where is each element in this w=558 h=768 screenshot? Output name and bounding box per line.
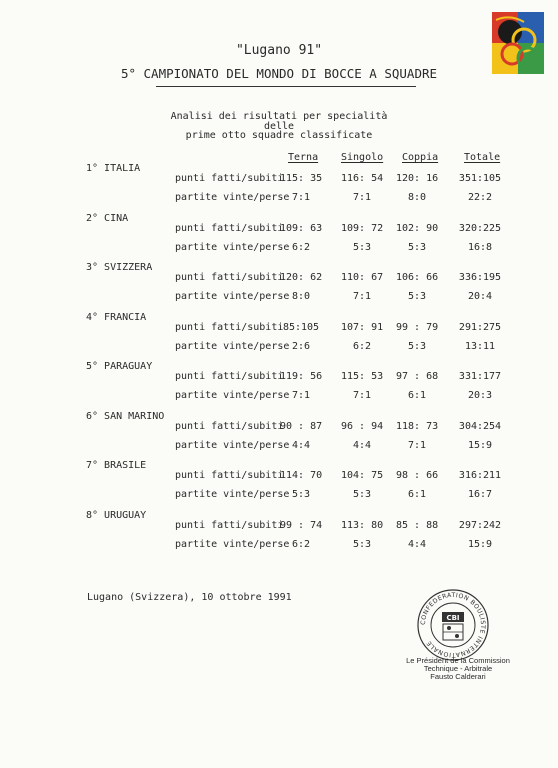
table-cell: 5:3 — [407, 291, 427, 302]
table-cell: 351:105 — [458, 173, 502, 184]
table-cell: 106: 66 — [396, 272, 439, 283]
table-cell: 5:3 — [407, 241, 427, 253]
table-cell: 336:195 — [458, 272, 502, 283]
table-cell: 98 : 66 — [396, 470, 439, 481]
column-header-singolo: Singolo — [341, 152, 384, 163]
table-cell: 2:6 — [291, 340, 311, 352]
table-cell: 85:105 — [282, 321, 320, 333]
table-cell: 99 : 79 — [396, 321, 439, 333]
row-label-games: partite vinte/perse — [175, 390, 290, 401]
team-name: 3° SVIZZERA — [86, 262, 153, 273]
table-cell: 115: 53 — [341, 371, 384, 382]
table-cell: 22:2 — [467, 192, 493, 203]
table-cell: 5:3 — [352, 538, 372, 550]
table-cell: 4:4 — [407, 538, 427, 550]
table-cell: 90 : 87 — [280, 420, 323, 432]
table-cell: 104: 75 — [341, 470, 384, 481]
table-cell: 16:8 — [467, 241, 493, 253]
signature-title-1: Le Président de la Commission — [406, 656, 510, 665]
row-label-points: punti fatti/subiti — [175, 420, 284, 432]
row-label-points: punti fatti/subiti — [175, 519, 284, 531]
row-label-games: partite vinte/perse — [175, 439, 290, 451]
table-cell: 8:0 — [407, 192, 427, 203]
column-header-terna: Terna — [288, 152, 319, 163]
svg-text:CBI: CBI — [446, 614, 460, 622]
table-cell: 316:211 — [458, 470, 502, 481]
table-cell: 120: 16 — [396, 173, 439, 184]
team-name: 1° ITALIA — [86, 163, 141, 174]
table-cell: 107: 91 — [341, 321, 384, 333]
table-cell: 109: 72 — [341, 222, 384, 234]
table-cell: 115: 35 — [280, 173, 323, 184]
table-cell: 320:225 — [458, 222, 502, 234]
table-cell: 119: 56 — [280, 371, 323, 382]
intro-line-2: delle — [263, 121, 295, 132]
table-cell: 97 : 68 — [396, 371, 439, 382]
team-name: 8° URUGUAY — [86, 509, 147, 521]
cbi-stamp — [416, 588, 490, 662]
team-name: 7° BRASILE — [86, 460, 147, 471]
row-label-points: punti fatti/subiti — [175, 272, 284, 283]
table-cell: 110: 67 — [341, 272, 384, 283]
table-cell: 13:11 — [464, 340, 496, 352]
table-cell: 6:2 — [352, 340, 372, 352]
row-label-points: punti fatti/subiti — [175, 173, 284, 184]
table-cell: 7:1 — [291, 192, 311, 203]
column-header-totale: Totale — [464, 152, 501, 163]
table-cell: 15:9 — [467, 538, 493, 550]
table-cell: 297:242 — [458, 519, 502, 531]
table-cell: 6:2 — [291, 241, 311, 253]
team-name: 2° CINA — [86, 212, 129, 224]
table-cell: 113: 80 — [341, 519, 384, 531]
table-cell: 7:1 — [352, 390, 372, 401]
table-cell: 331:177 — [458, 371, 502, 382]
place-date: Lugano (Svizzera), 10 ottobre 1991 — [87, 592, 292, 603]
table-cell: 7:1 — [407, 439, 427, 451]
table-cell: 6:2 — [291, 538, 311, 550]
row-label-games: partite vinte/perse — [175, 538, 290, 550]
document-subtitle: 5° CAMPIONATO DEL MONDO DI BOCCE A SQUADRE — [120, 66, 438, 81]
row-label-points: punti fatti/subiti — [175, 321, 284, 333]
intro-line-3: prime otto squadre classificate — [185, 130, 373, 141]
table-cell: 6:1 — [407, 390, 427, 401]
column-header-coppia: Coppia — [402, 152, 439, 163]
table-cell: 114: 70 — [280, 470, 323, 481]
signature-name: Fausto Calderari — [430, 672, 486, 681]
team-name: 4° FRANCIA — [86, 311, 147, 323]
team-name: 5° PARAGUAY — [86, 361, 153, 372]
row-label-games: partite vinte/perse — [175, 291, 290, 302]
table-cell: 102: 90 — [396, 222, 439, 234]
row-label-games: partite vinte/perse — [175, 241, 290, 253]
signature-title-2: Technique - Arbitrale — [423, 664, 493, 673]
table-cell: 109: 63 — [280, 222, 323, 234]
table-cell: 120: 62 — [280, 272, 323, 283]
table-cell: 7:1 — [352, 192, 372, 203]
row-label-points: punti fatti/subiti — [175, 470, 284, 481]
table-cell: 7:1 — [352, 291, 372, 302]
table-cell: 85 : 88 — [396, 519, 439, 531]
table-cell: 6:1 — [407, 489, 427, 500]
table-cell: 20:3 — [467, 390, 493, 401]
table-cell: 5:3 — [291, 489, 311, 500]
subtitle-underline — [156, 86, 416, 87]
team-name: 6° SAN MARINO — [86, 410, 165, 422]
table-cell: 4:4 — [291, 439, 311, 451]
table-cell: 16:7 — [467, 489, 493, 500]
table-cell: 8:0 — [291, 291, 311, 302]
row-label-games: partite vinte/perse — [175, 192, 290, 203]
table-cell: 304:254 — [458, 420, 502, 432]
table-cell: 291:275 — [458, 321, 502, 333]
table-cell: 118: 73 — [396, 420, 439, 432]
row-label-games: partite vinte/perse — [175, 340, 290, 352]
table-cell: 20:4 — [467, 291, 493, 302]
table-cell: 116: 54 — [341, 173, 384, 184]
row-label-points: punti fatti/subiti — [175, 222, 284, 234]
intro-line-1: Analisi dei risultati per specialità — [170, 111, 388, 122]
table-cell: 4:4 — [352, 439, 372, 451]
table-cell: 99 : 74 — [280, 519, 323, 531]
table-cell: 15:9 — [467, 439, 493, 451]
row-label-games: partite vinte/perse — [175, 489, 290, 500]
row-label-points: punti fatti/subiti — [175, 371, 284, 382]
table-cell: 7:1 — [291, 390, 311, 401]
table-cell: 5:3 — [352, 489, 372, 500]
document-title: "Lugano 91" — [235, 43, 323, 58]
table-cell: 5:3 — [352, 241, 372, 253]
table-cell: 5:3 — [407, 340, 427, 352]
table-cell: 96 : 94 — [341, 420, 384, 432]
svg-text:CONFEDERATION BOULISTE INTERNA: CONFEDERATION BOULISTE INTERNATIONALE — [419, 591, 487, 659]
